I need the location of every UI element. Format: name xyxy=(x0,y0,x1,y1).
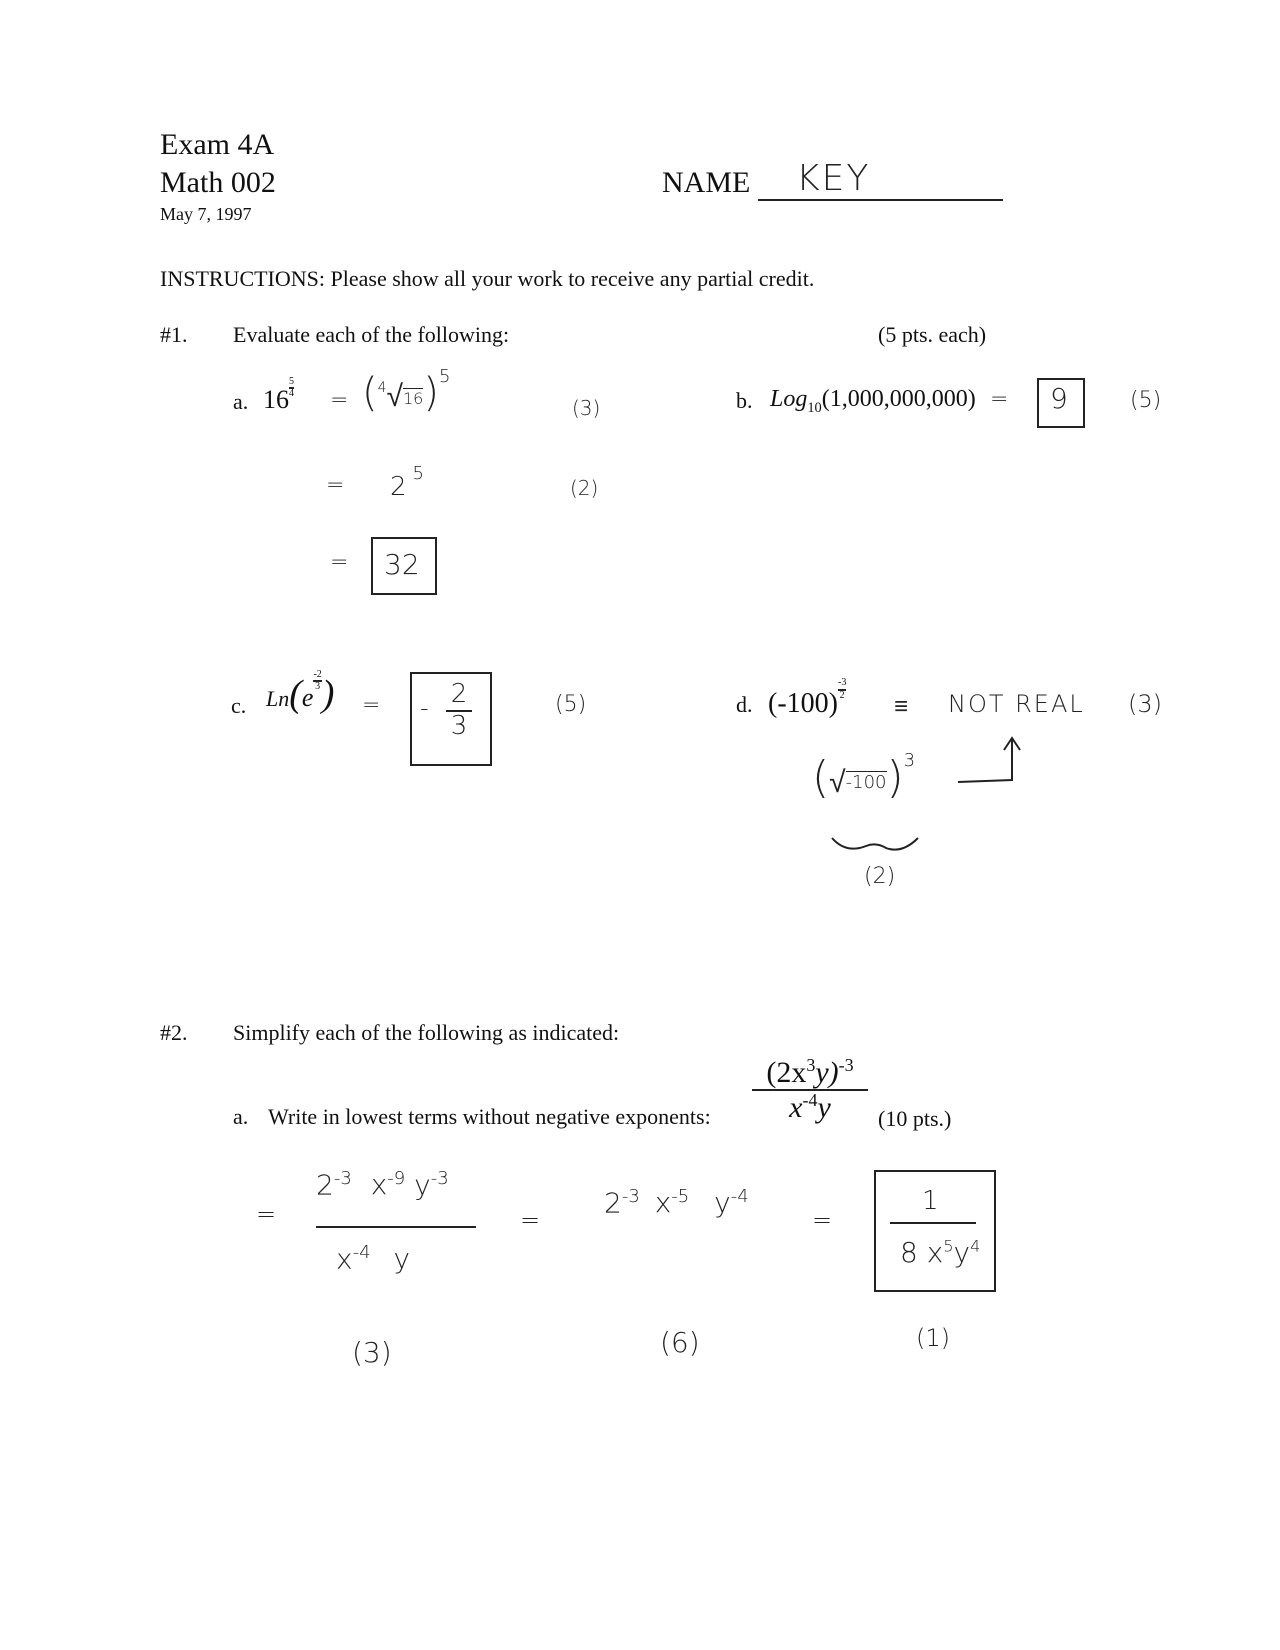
q2a-step1-y: y xyxy=(414,1168,431,1202)
q2a-answer-den xyxy=(900,1236,980,1269)
q1d-pts: (3) xyxy=(1128,690,1162,718)
q2a-step2 xyxy=(604,1186,749,1219)
q1c-e: e xyxy=(301,683,314,712)
q1a-root-index: 4 xyxy=(377,380,387,396)
q1d-exp-num: -3 xyxy=(837,677,847,689)
q1d-exp-den: 2 xyxy=(839,689,845,701)
q2a-step2-x-exp: -5 xyxy=(671,1186,690,1207)
exam-title: Exam 4A xyxy=(160,128,275,161)
q2-number: #2. xyxy=(160,1020,188,1045)
q1c-answer-den: 3 xyxy=(450,710,468,741)
q2a-answer-pts: (1) xyxy=(916,1324,950,1352)
q2a-expr-den-x-exp: -4 xyxy=(802,1089,818,1110)
q2a-expr-den-x: x xyxy=(789,1090,803,1124)
q1c-expression: Ln(e $\frac{-2}{3}$ ) xyxy=(266,668,335,715)
q2a-step1-y-exp: -3 xyxy=(430,1168,449,1189)
q1d-equiv: ≡ xyxy=(894,692,909,720)
q1a-equals-2: = xyxy=(326,473,345,498)
q1a-step2-pts: (2) xyxy=(570,476,599,500)
q1a-radicand: 16 xyxy=(403,389,424,408)
instructions: INSTRUCTIONS: Please show all your work to receive any partial credit. xyxy=(160,266,815,291)
q1b-label: b. xyxy=(736,388,753,413)
q1d-base: (-100) xyxy=(768,688,838,719)
q1a-expression xyxy=(263,375,294,415)
q2a-step2-y: y xyxy=(714,1186,731,1220)
q2a-step2-pts: (6) xyxy=(660,1326,700,1359)
q2a-expr-numerator xyxy=(766,1056,853,1089)
q1d-brace xyxy=(826,832,926,862)
q2a-step1-x: x xyxy=(370,1168,388,1202)
q2a-expr-num-y: y) xyxy=(815,1056,839,1089)
q2a-answer-den-y: y xyxy=(953,1236,971,1269)
q1d-arrow xyxy=(950,730,1030,800)
q1c-exp-den: 3 xyxy=(315,681,321,693)
q1a-equals-3: = xyxy=(330,550,349,575)
q1b-equals: = xyxy=(990,387,1009,412)
q2a-answer-bar xyxy=(890,1222,976,1224)
q2a-answer-den-x: x xyxy=(926,1236,944,1269)
q1a-answer: 32 xyxy=(384,548,420,581)
q1a-step2-power: 5 xyxy=(412,463,424,484)
q1c-answer-num: 2 xyxy=(450,679,468,709)
q2a-answer-den-x-exp: 5 xyxy=(943,1236,954,1256)
q2a-expr-denominator xyxy=(789,1091,831,1124)
q1d-work: $(√-100)^3$ xyxy=(812,750,916,803)
q1a-base: 16 xyxy=(263,385,289,414)
q1a-exp-num: 5 xyxy=(289,375,294,387)
q1b-log-base: 10 xyxy=(807,399,822,416)
q1-points: (5 pts. each) xyxy=(878,322,987,347)
q1a-step2-base: 2 xyxy=(390,472,407,502)
q2a-step1-den-y: y xyxy=(393,1242,411,1276)
q1c-exp-num: -2 xyxy=(313,668,322,680)
q2a-step1-den-x-exp: -4 xyxy=(352,1242,371,1263)
q2a-equals-2: = xyxy=(520,1206,541,1234)
q1c-pts: (5) xyxy=(555,692,587,717)
q1d-work-power: 3 xyxy=(903,750,916,771)
q2a-step2-x: x xyxy=(654,1186,672,1220)
q1a-exp-den: 4 xyxy=(289,388,294,400)
q1b-answer: 9 xyxy=(1050,382,1068,415)
q2a-step1-bar xyxy=(316,1226,476,1228)
q2a-step2-y-exp: -4 xyxy=(730,1186,749,1207)
q1b-argument: (1,000,000,000) xyxy=(821,386,976,412)
name-value: KEY xyxy=(796,158,871,199)
q1d-expression xyxy=(768,677,847,720)
q2a-step1-c-exp: -3 xyxy=(333,1168,352,1189)
course-title: Math 002 xyxy=(160,166,276,199)
q2a-text: Write in lowest terms without negative exponents: xyxy=(268,1104,711,1129)
q2a-equals-1: = xyxy=(256,1200,277,1228)
q2a-answer-num: 1 xyxy=(922,1186,939,1216)
q2a-step1-c: 2 xyxy=(316,1168,334,1202)
q1c-equals: = xyxy=(362,693,381,718)
q2a-expr-den-y: y xyxy=(817,1090,831,1124)
q1c-answer-fraction xyxy=(446,680,472,742)
q1a-step1-power: 5 xyxy=(438,366,451,387)
q1-prompt: Evaluate each of the following: xyxy=(233,322,510,347)
q1c-ln: Ln xyxy=(266,686,290,711)
q2a-equals-3: = xyxy=(812,1206,833,1234)
q2a-step1-den-x: x xyxy=(336,1242,353,1276)
q1a-step1-pts: (3) xyxy=(572,396,601,420)
q1d-result: NOT REAL xyxy=(948,690,1085,718)
q2a-answer-den-y-exp: 4 xyxy=(970,1236,981,1256)
q2a-step1-pts: (3) xyxy=(352,1336,392,1369)
q1b-log: Log xyxy=(770,386,808,412)
q1-number: #1. xyxy=(160,322,188,347)
q1b-expression xyxy=(770,386,976,417)
q2a-answer-den-c: 8 xyxy=(900,1236,918,1269)
q1a-step2 xyxy=(390,463,424,502)
q2a-step2-c: 2 xyxy=(604,1186,622,1220)
name-underline xyxy=(758,199,1003,201)
q2-prompt: Simplify each of the following as indicated: xyxy=(233,1020,620,1045)
q1c-answer-sign: - xyxy=(420,694,429,722)
q2a-pts: (10 pts.) xyxy=(878,1106,952,1131)
q1a-label: a. xyxy=(233,389,249,414)
q1b-pts: (5) xyxy=(1130,388,1162,413)
q2a-expr-num-base: (2x xyxy=(766,1056,807,1089)
q1d-work-root: √ xyxy=(829,765,846,800)
q1a-equals-1: = xyxy=(330,388,349,413)
q2a-step2-c-exp: -3 xyxy=(621,1186,640,1207)
q2a-step1-denominator xyxy=(336,1242,410,1275)
name-label: NAME xyxy=(662,166,751,199)
q2a-step1-x-exp: -9 xyxy=(387,1168,406,1189)
exam-date: May 7, 1997 xyxy=(160,204,252,224)
q1a-step1: $(^4√16)^5$ xyxy=(362,366,451,416)
q2a-expr-num-outer-exp: -3 xyxy=(838,1055,854,1075)
q2a-expr-num-x-exp: 3 xyxy=(806,1055,816,1075)
q1a-root-symbol: √ xyxy=(386,379,403,414)
q1c-label: c. xyxy=(231,693,247,718)
q2a-step1-numerator xyxy=(316,1168,449,1201)
q2a-expression xyxy=(752,1056,868,1123)
q1d-work-pts: (2) xyxy=(864,864,896,889)
q1d-label: d. xyxy=(736,692,753,717)
q2a-label: a. xyxy=(233,1104,249,1129)
q1d-work-radicand: -100 xyxy=(845,772,887,793)
